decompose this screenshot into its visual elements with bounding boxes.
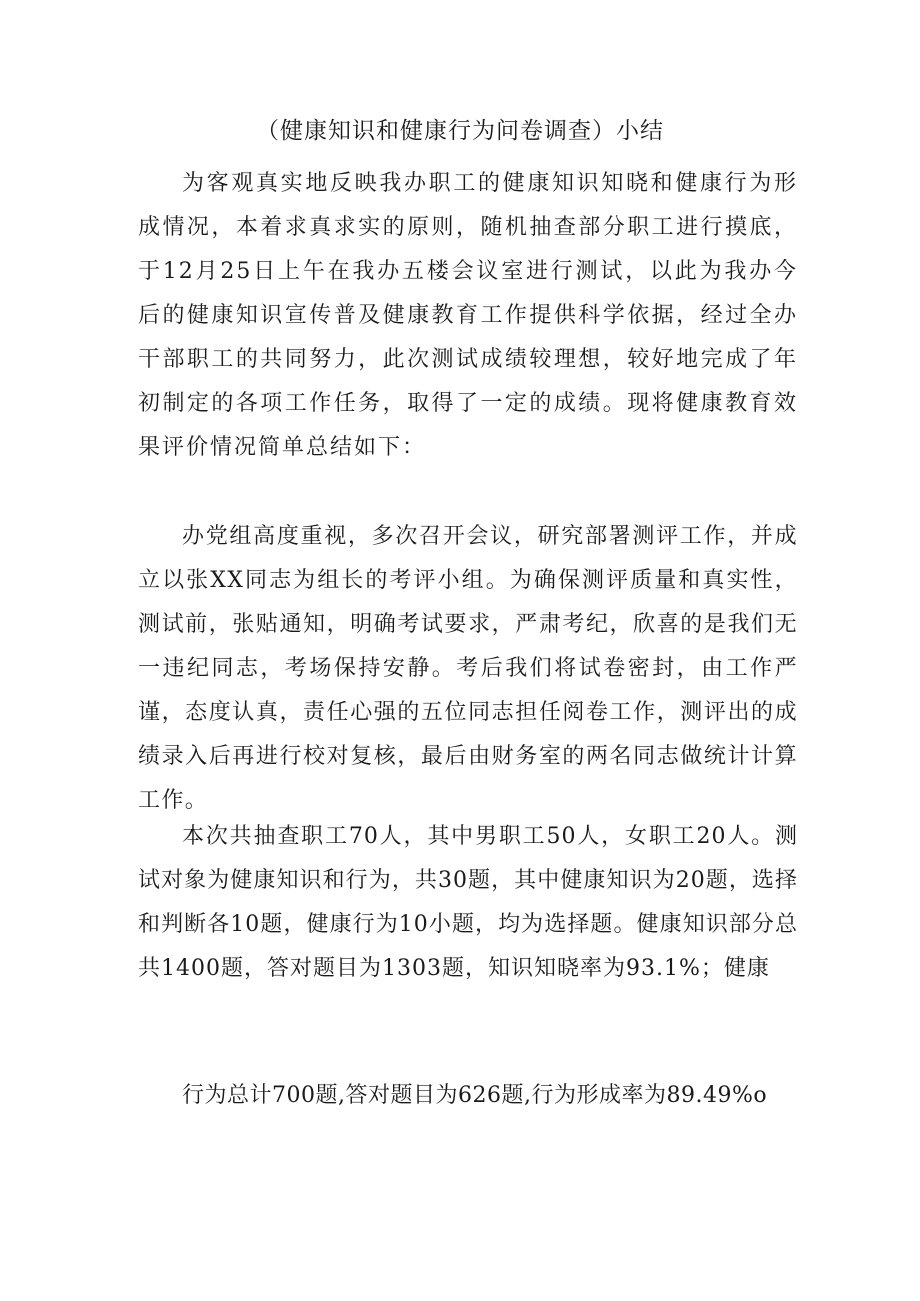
document-title: （健康知识和健康行为问卷调查）小结: [256, 118, 664, 144]
paragraph-behavior-result: 行为总计700题,答对题目为626题,行为形成率为89.49%o: [182, 1083, 768, 1108]
paragraph-organization: 办党组高度重视，多次召开会议，研究部署测评工作，并成立以张XX同志为组长的考评小组。为确保测评质量和真实性，测试前，张贴通知，明确考试要求，严肃考纪，欣喜的是我们无一违纪同志，考场保持安静。考后我们将试卷密封，由工作严谨，态度认真，责任心强的五位同志担任阅卷工作，测评出的成绩录入后再进行校对复核，最后由财务室的两名同志做统计计算工作。: [138, 524, 798, 813]
paragraph-intro: 为客观真实地反映我办职工的健康知识知晓和健康行为形成情况，本着求真求实的原则，随机抽查部分职工进行摸底，于12月25日上午在我办五楼会议室进行测试，以此为我办今后的健康知识宣传普及健康教育工作提供科学依据，经过全办干部职工的共同努力，此次测试成绩较理想，较好地完成了年初制定的各项工作任务，取得了一定的成绩。现将健康教育效果评价情况简单总结如下：: [138, 171, 798, 460]
paragraph-statistics: 本次共抽查职工70人，其中男职工50人，女职工20人。测试对象为健康知识和行为，共30题，其中健康知识为20题，选择和判断各10题，健康行为10小题，均为选择题。健康知识部分总共1400题，答对题目为1303题，知识知晓率为93.1%；健康: [138, 824, 798, 981]
